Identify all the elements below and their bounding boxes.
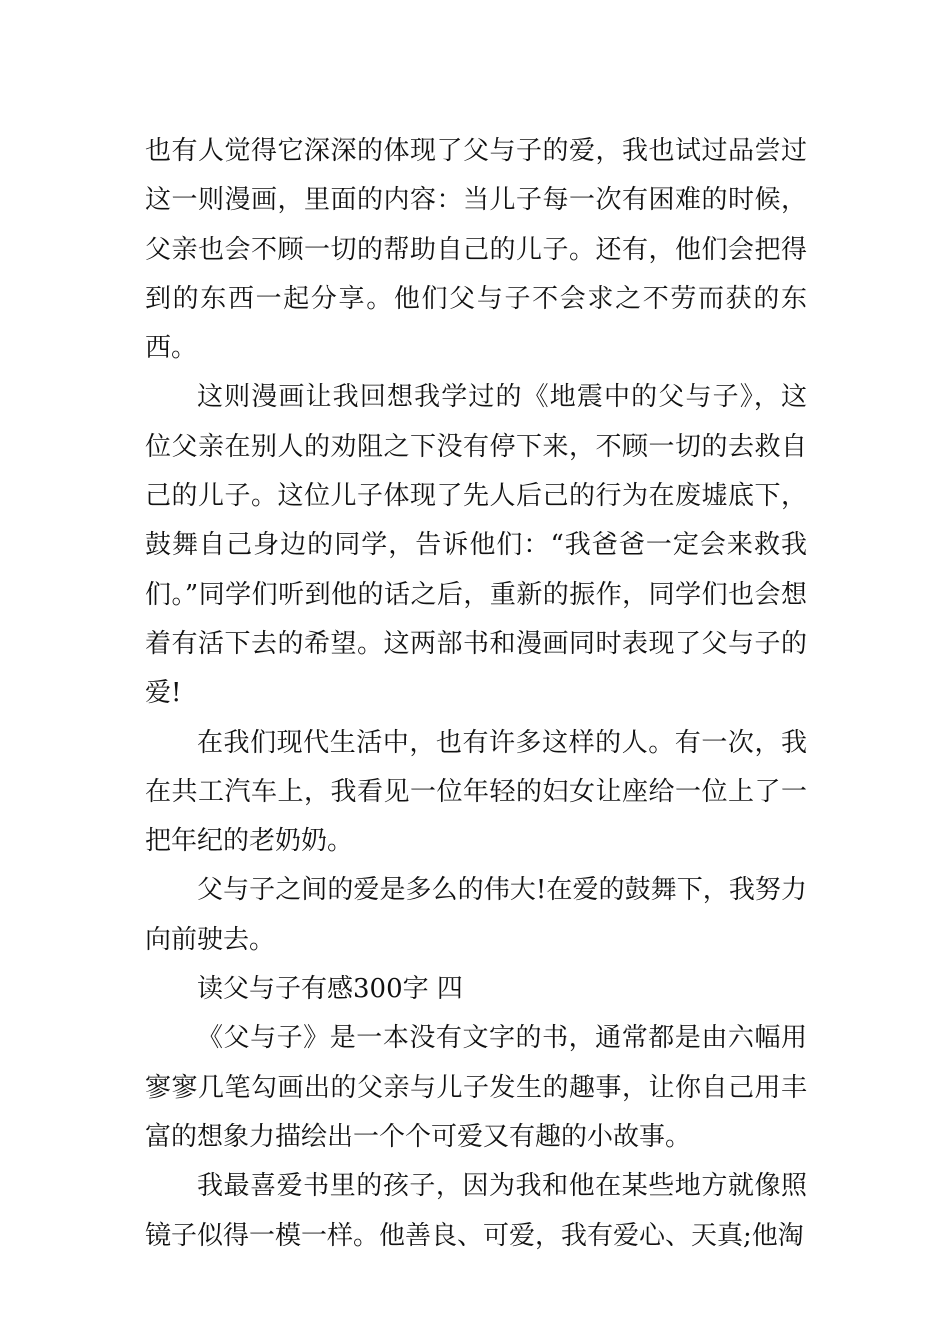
paragraph-6: 我最喜爱书里的孩子，因为我和他在某些地方就像照镜子似得一模一样。他善良、可爱，我有爱心、天真;他淘 [145,1171,807,1251]
paragraph-5: 《父与子》是一本没有文字的书，通常都是由六幅用寥寥几笔勾画出的父亲与儿子发生的趣事，让你自己用丰富的想象力描绘出一个个可爱又有趣的小故事。 [145,1023,807,1152]
paragraph-2: 这则漫画让我回想我学过的《地震中的父与子》，这位父亲在别人的劝阻之下没有停下来，不顾一切的去救自己的儿子。这位儿子体现了先人后己的行为在废墟底下，鼓舞自己身边的同学，告诉他们：“我爸爸一定会来救我们。”同学们听到他的话之后，重新的振作，同学们也会想着有活下去的希望。这两部书和漫画同时表现了父与子的爱! [145,382,807,709]
paragraph-3: 在我们现代生活中，也有许多这样的人。有一次，我在共工汽车上，我看见一位年轻的妇女让座给一位上了一把年纪的老奶奶。 [145,727,807,857]
document-body [145,127,807,1261]
paragraph-4: 父与子之间的爱是多么的伟大!在爱的鼓舞下，我努力向前驶去。 [145,875,807,955]
section-heading: 读父与子有感300字 四 [197,974,463,1005]
paragraph-1: 也有人觉得它深深的体现了父与子的爱，我也试过品尝过这一则漫画，里面的内容：当儿子每一次有困难的时候，父亲也会不顾一切的帮助自己的儿子。还有，他们会把得到的东西一起分享。他们父与子不会求之不劳而获的东西。 [145,136,807,364]
